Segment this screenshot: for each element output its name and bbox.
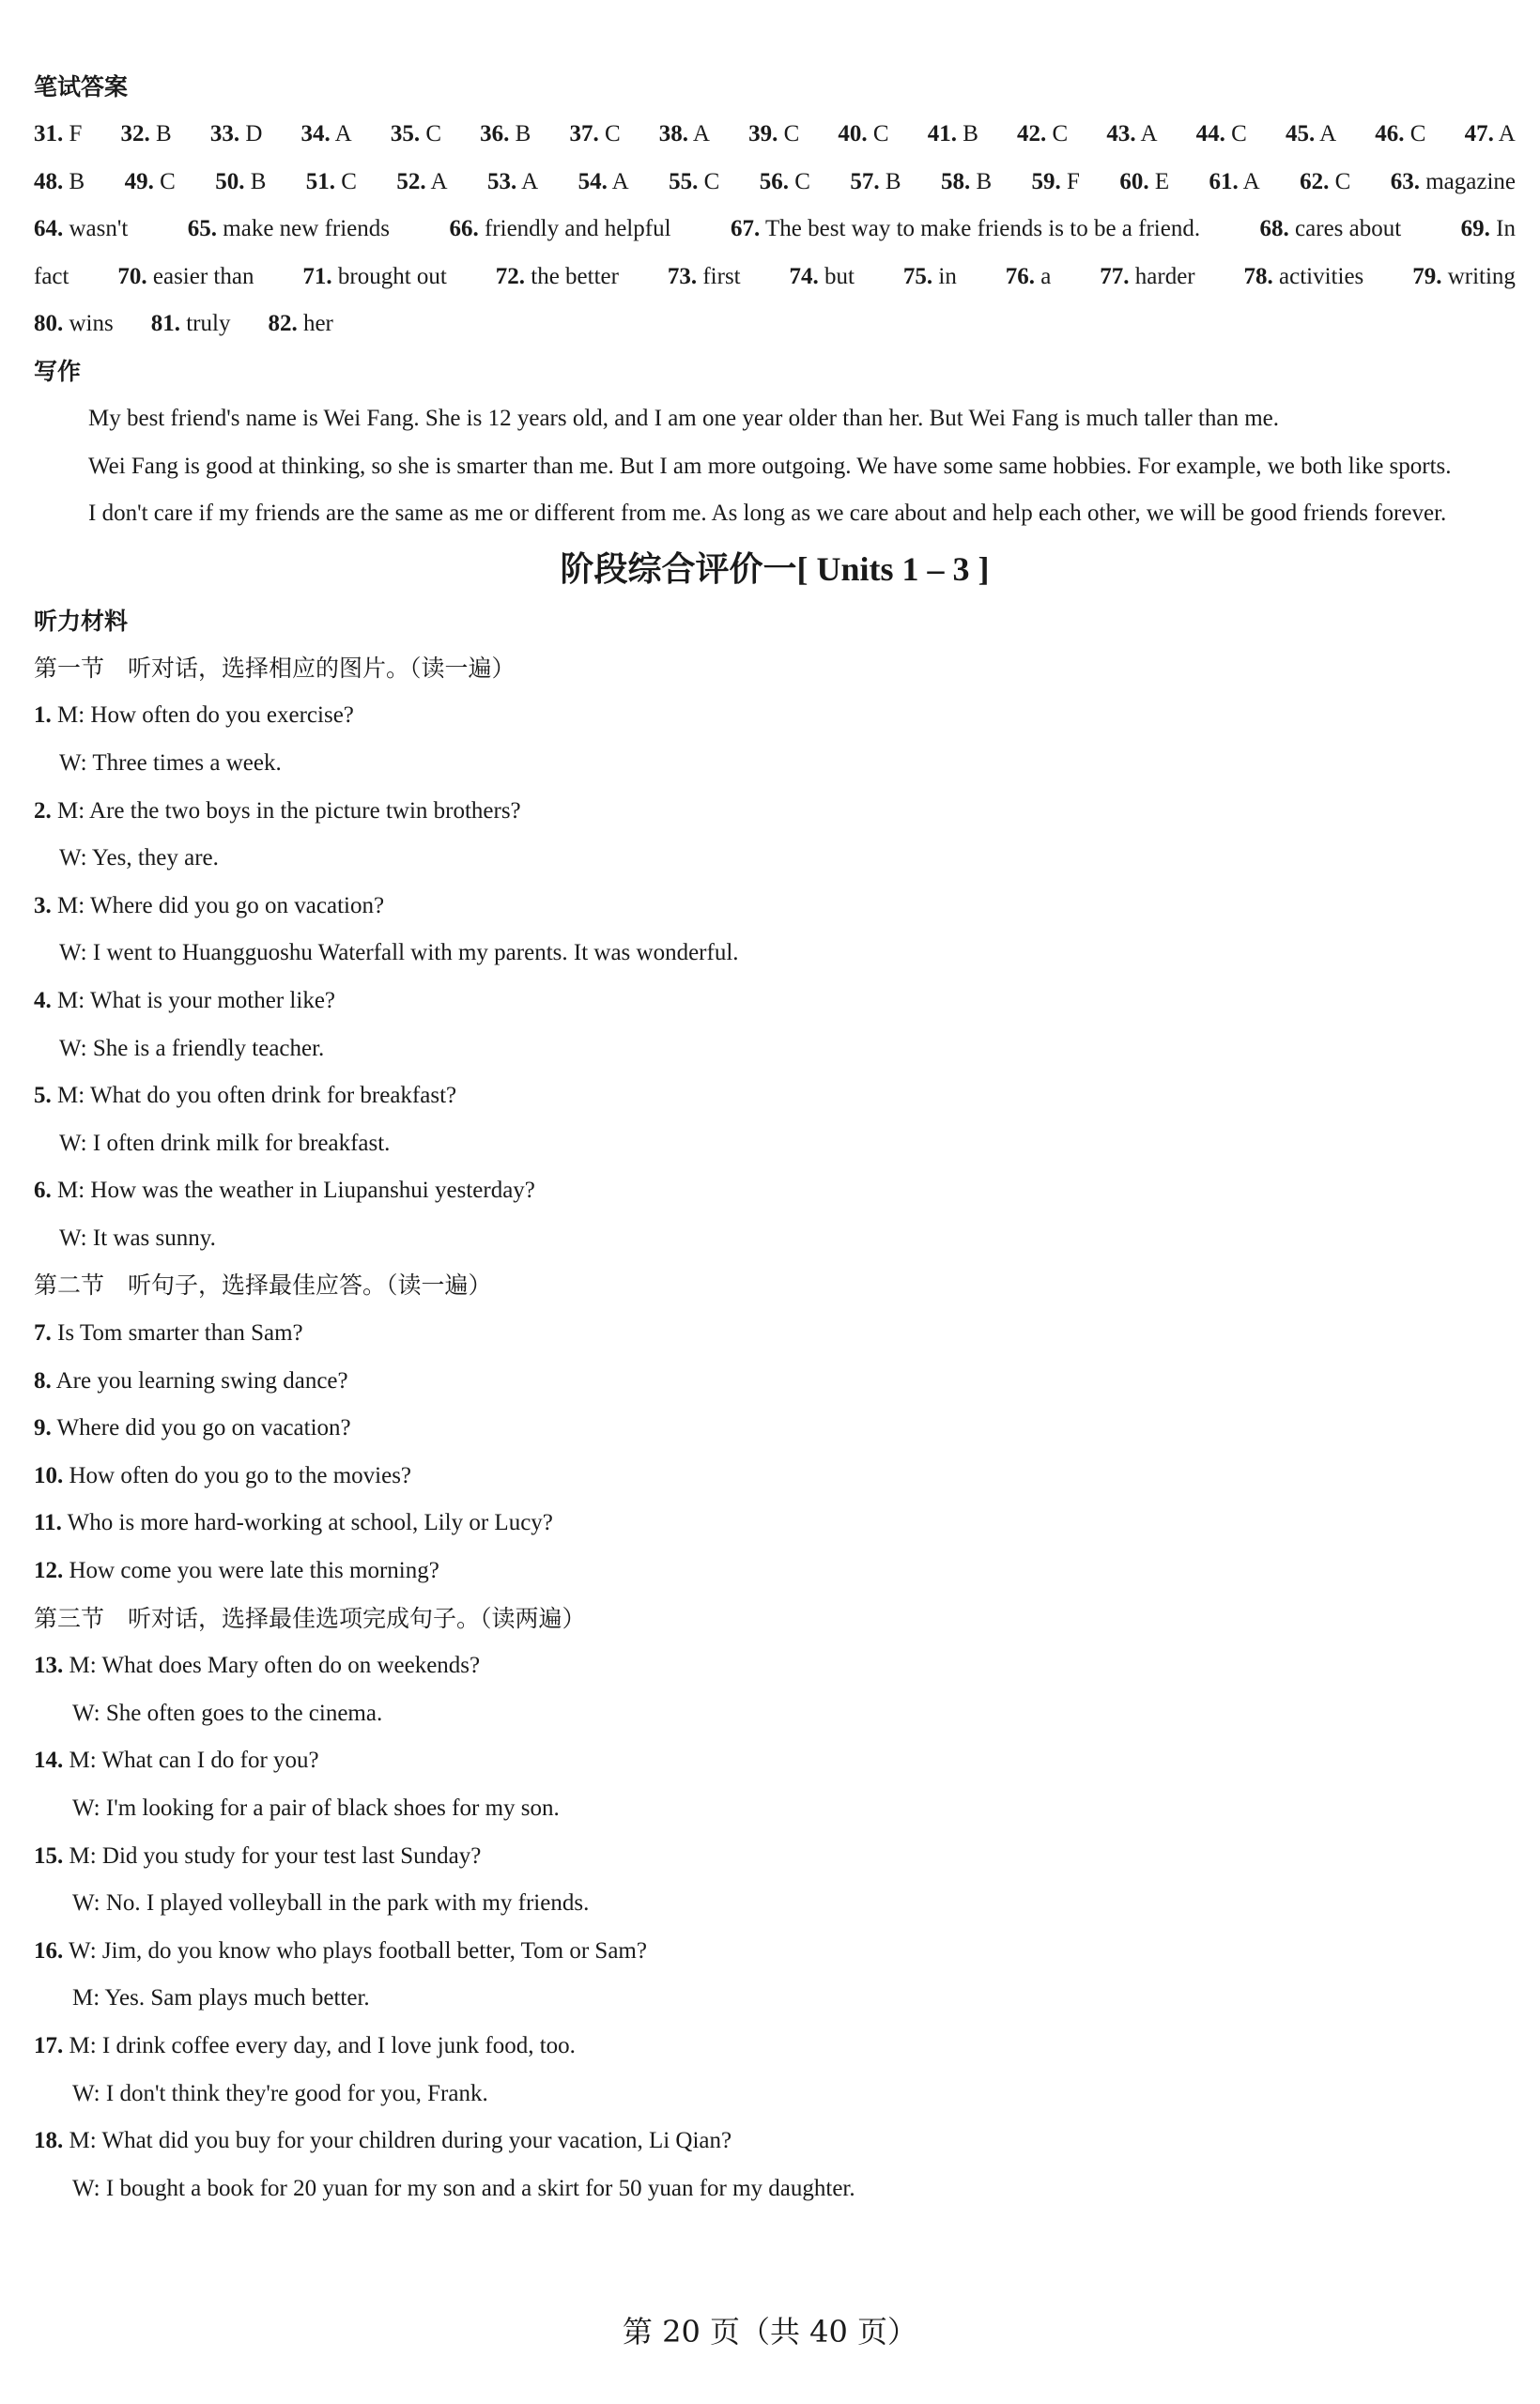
answer-item	[569, 111, 620, 159]
writing-paragraph: My best friend's name is Wei Fang. She is 12 years old, and I am one year older than her. But Wei Fang is much taller than me.	[88, 405, 1280, 431]
answer-number: 42.	[1017, 121, 1047, 146]
question-line	[34, 692, 1516, 740]
question-number: 4.	[34, 987, 52, 1013]
answer-item	[668, 254, 741, 301]
answer-number: 47.	[1464, 121, 1494, 146]
question-text: M: Are the two boys in the picture twin brothers?	[51, 797, 521, 824]
question-text: Are you learning swing dance?	[51, 1367, 348, 1394]
question-text: M: What did you buy for your children during your vacation, Li Qian?	[63, 2128, 732, 2154]
answer-value: brought out	[331, 263, 447, 289]
question-line	[34, 788, 1516, 836]
answer-value: fact	[34, 263, 69, 289]
answer-item	[1032, 159, 1080, 207]
answer-item	[1300, 159, 1350, 207]
response-line: W: It was sunny.	[59, 1225, 216, 1251]
question-text: Who is more hard-working at school, Lily or Lucy?	[61, 1510, 553, 1536]
question-text: Is Tom smarter than Sam?	[51, 1320, 303, 1347]
answer-value: wasn't	[63, 216, 129, 242]
answer-value: C	[420, 121, 442, 146]
answer-number: 45.	[1285, 121, 1316, 146]
answer-value: A	[1135, 121, 1158, 146]
question-number: 2.	[34, 797, 52, 824]
answer-value: but	[818, 263, 855, 289]
section-3-items	[34, 1642, 1516, 2212]
answer-value: C	[1404, 121, 1426, 146]
answer-item	[121, 111, 172, 159]
answer-value: A	[330, 121, 352, 146]
answer-value: In	[1489, 216, 1516, 242]
question-number: 8.	[34, 1367, 52, 1394]
answer-number: 79.	[1412, 263, 1442, 289]
question-number: 5.	[34, 1083, 52, 1109]
answer-item	[34, 300, 114, 348]
answer-value: D	[239, 121, 263, 146]
answer-value: The best way to make friends is to be a friend.	[760, 216, 1201, 242]
answer-number: 77.	[1100, 263, 1130, 289]
answer-item	[850, 159, 901, 207]
answer-value: the better	[525, 263, 619, 289]
question-line	[34, 883, 1516, 931]
answer-item	[1196, 111, 1247, 159]
answer-number: 58.	[940, 168, 971, 194]
answer-value: B	[244, 168, 267, 194]
question-text: Where did you go on vacation?	[51, 1415, 351, 1441]
answer-value: B	[63, 168, 85, 194]
question-number: 9.	[34, 1415, 52, 1441]
question-number: 15.	[34, 1842, 64, 1869]
answer-value: C	[789, 168, 810, 194]
answer-number: 54.	[578, 168, 608, 194]
answer-item	[760, 159, 810, 207]
answer-number: 40.	[838, 121, 868, 146]
answer-value: C	[778, 121, 800, 146]
answer-value: F	[1060, 168, 1080, 194]
question-line	[34, 1500, 1516, 1548]
question-line	[34, 1737, 1516, 1785]
question-line	[34, 1833, 1516, 1881]
response-line: W: I'm looking for a pair of black shoes for my son.	[72, 1795, 560, 1821]
section-3-heading: 第三节 听对话，选择最佳选项完成句子。（读两遍）	[34, 1604, 586, 1632]
question-number: 18.	[34, 2128, 64, 2154]
question-text: M: Did you study for your test last Sunday?	[63, 1842, 482, 1869]
answer-value: A	[688, 121, 710, 146]
answer-value: C	[1224, 121, 1247, 146]
answer-value: in	[932, 263, 957, 289]
question-text: M: What do you often drink for breakfast?	[51, 1083, 457, 1109]
answer-number: 36.	[480, 121, 510, 146]
writing-paragraph: Wei Fang is good at thinking, so she is smarter than me. But I am more outgoing. We have some same hobbies. For example, we both like sports.	[88, 453, 1452, 479]
answer-item	[151, 300, 231, 348]
answer-number: 55.	[669, 168, 699, 194]
answer-item	[941, 159, 992, 207]
answer-number: 56.	[759, 168, 789, 194]
answer-number: 68.	[1259, 216, 1289, 242]
page-footer: 第 20 页（共 40 页）	[622, 2314, 918, 2350]
answer-item	[449, 206, 670, 254]
answer-item	[34, 254, 69, 301]
answer-value: B	[879, 168, 901, 194]
answer-value: B	[956, 121, 978, 146]
answer-item	[1412, 254, 1516, 301]
answer-item	[903, 254, 957, 301]
answer-number: 78.	[1243, 263, 1273, 289]
answer-item	[34, 206, 128, 254]
answer-number: 43.	[1106, 121, 1136, 146]
answer-number: 41.	[927, 121, 957, 146]
response-line: W: Three times a week.	[59, 749, 282, 776]
answer-row	[34, 111, 1516, 159]
response-line: W: She is a friendly teacher.	[59, 1035, 325, 1061]
answer-number: 82.	[268, 311, 298, 337]
answer-number: 59.	[1031, 168, 1061, 194]
question-number: 1.	[34, 702, 52, 729]
answer-number: 32.	[120, 121, 150, 146]
answer-item	[1461, 206, 1516, 254]
answer-number: 81.	[150, 311, 180, 337]
answer-item	[1119, 159, 1169, 207]
answer-number: 70.	[117, 263, 147, 289]
question-text: M: What can I do for you?	[63, 1748, 319, 1774]
answer-value: C	[1046, 121, 1069, 146]
answer-number: 35.	[390, 121, 421, 146]
answer-value: magazine	[1419, 168, 1516, 194]
answer-item	[215, 159, 266, 207]
answer-item	[1106, 111, 1157, 159]
answer-item	[1375, 111, 1425, 159]
answer-value: A	[1238, 168, 1260, 194]
answer-item	[480, 111, 531, 159]
answer-item	[34, 159, 85, 207]
answer-value: A	[1315, 121, 1337, 146]
response-line: W: She often goes to the cinema.	[72, 1700, 383, 1726]
answer-number: 64.	[34, 216, 64, 242]
answer-number: 50.	[215, 168, 245, 194]
answer-item	[302, 254, 446, 301]
answer-item	[838, 111, 888, 159]
answer-number: 66.	[449, 216, 479, 242]
answer-item	[1260, 206, 1402, 254]
answer-item	[391, 111, 441, 159]
section-1-items	[34, 692, 1516, 1262]
answer-row	[34, 300, 1516, 348]
answer-item	[1006, 254, 1052, 301]
question-line	[34, 1642, 1516, 1690]
question-text: How often do you go to the movies?	[63, 1462, 412, 1488]
answer-value: cares about	[1288, 216, 1402, 242]
question-line	[34, 978, 1516, 1025]
answer-value: B	[149, 121, 172, 146]
answer-number: 67.	[730, 216, 761, 242]
question-text: M: What is your mother like?	[51, 987, 336, 1013]
answer-item	[1391, 159, 1516, 207]
answer-value: F	[63, 121, 83, 146]
answer-value: B	[509, 121, 531, 146]
section-2-heading: 第二节 听句子，选择最佳应答。（读一遍）	[34, 1271, 492, 1300]
answer-number: 38.	[658, 121, 689, 146]
question-number: 10.	[34, 1462, 64, 1488]
response-line: W: I often drink milk for breakfast.	[59, 1130, 391, 1156]
answer-value: first	[697, 263, 741, 289]
answer-number: 73.	[667, 263, 698, 289]
answer-number: 33.	[209, 121, 240, 146]
answer-item	[268, 300, 332, 348]
answer-value: C	[1329, 168, 1351, 194]
answer-item	[1100, 254, 1194, 301]
question-number: 7.	[34, 1320, 52, 1347]
response-line: W: I don't think they're good for you, Frank.	[72, 2080, 488, 2106]
question-line	[34, 1072, 1516, 1120]
answer-number: 31.	[34, 121, 64, 146]
answer-item	[1286, 111, 1336, 159]
answer-value: easier than	[146, 263, 254, 289]
answer-item	[34, 111, 82, 159]
question-text: M: How was the weather in Liupanshui yesterday?	[51, 1178, 535, 1204]
writing-essay	[34, 395, 1516, 538]
answer-number: 51.	[305, 168, 336, 194]
answer-row	[34, 254, 1516, 301]
answer-number: 49.	[124, 168, 154, 194]
question-text: W: Jim, do you know who plays football better, Tom or Sam?	[63, 1937, 647, 1964]
answer-row	[34, 206, 1516, 254]
answer-value: A	[1493, 121, 1516, 146]
answer-page	[34, 64, 1516, 2212]
question-text: M: What does Mary often do on weekends?	[63, 1653, 481, 1679]
question-line	[34, 1453, 1516, 1501]
answer-value: her	[297, 311, 333, 337]
answer-value: C	[698, 168, 720, 194]
question-line	[34, 1310, 1516, 1358]
answer-value: writing	[1441, 263, 1516, 289]
answer-item	[396, 159, 447, 207]
question-line	[34, 1548, 1516, 1595]
answer-item	[117, 254, 254, 301]
response-line: W: Yes, they are.	[59, 845, 219, 871]
answer-number: 53.	[486, 168, 517, 194]
response-line: M: Yes. Sam plays much better.	[72, 1985, 370, 2011]
answer-item	[301, 111, 352, 159]
answer-item	[748, 111, 799, 159]
writing-heading: 写作	[34, 357, 82, 385]
question-number: 3.	[34, 892, 52, 918]
answer-number: 71.	[302, 263, 332, 289]
answer-item	[188, 206, 390, 254]
question-number: 17.	[34, 2032, 64, 2058]
answer-item	[578, 159, 629, 207]
answer-item	[659, 111, 710, 159]
answer-number: 44.	[1195, 121, 1225, 146]
answer-value: wins	[63, 311, 114, 337]
answer-item	[487, 159, 538, 207]
answer-number: 52.	[396, 168, 426, 194]
answer-value: B	[970, 168, 993, 194]
answer-value: A	[425, 168, 448, 194]
question-number: 13.	[34, 1653, 64, 1679]
answer-value: a	[1035, 263, 1052, 289]
answer-item	[125, 159, 176, 207]
answer-value: truly	[179, 311, 231, 337]
answer-item	[496, 254, 619, 301]
writing-paragraph: I don't care if my friends are the same as me or different from me. As long as we care about and help each other, we will be good friends forever.	[88, 501, 1447, 527]
answer-item	[1209, 159, 1260, 207]
answer-number: 69.	[1460, 216, 1490, 242]
answer-number: 57.	[850, 168, 880, 194]
answer-item	[928, 111, 978, 159]
answer-number: 60.	[1119, 168, 1149, 194]
stage-title-cn: 阶段综合评价一	[560, 549, 797, 589]
answers-heading: 笔试答案	[34, 73, 129, 100]
answer-number: 74.	[789, 263, 819, 289]
question-text: How come you were late this morning?	[63, 1558, 439, 1584]
answer-number: 34.	[300, 121, 331, 146]
answer-number: 76.	[1005, 263, 1036, 289]
question-number: 14.	[34, 1748, 64, 1774]
answer-value: C	[867, 121, 889, 146]
stage-title	[34, 540, 1516, 598]
answer-number: 72.	[495, 263, 525, 289]
answer-number: 63.	[1390, 168, 1420, 194]
answer-item	[669, 159, 719, 207]
answer-row	[34, 159, 1516, 207]
answer-value: harder	[1129, 263, 1195, 289]
answer-value: friendly and helpful	[478, 216, 671, 242]
question-line	[34, 1405, 1516, 1453]
question-text: M: How often do you exercise?	[51, 702, 354, 729]
listening-heading: 听力材料	[34, 607, 129, 635]
question-number: 12.	[34, 1558, 64, 1584]
answer-number: 46.	[1375, 121, 1405, 146]
answer-item	[790, 254, 855, 301]
answer-item	[731, 206, 1200, 254]
answer-number: 39.	[748, 121, 778, 146]
response-line: W: I went to Huangguoshu Waterfall with my parents. It was wonderful.	[59, 940, 739, 966]
answer-number: 65.	[187, 216, 218, 242]
stage-title-units: [ Units 1 – 3 ]	[796, 549, 990, 588]
question-text: M: I drink coffee every day, and I love junk food, too.	[63, 2032, 576, 2058]
question-line	[34, 2023, 1516, 2071]
answer-number: 75.	[902, 263, 933, 289]
question-line	[34, 2118, 1516, 2165]
answer-item	[1244, 254, 1364, 301]
answer-item	[306, 159, 357, 207]
answer-number: 80.	[34, 311, 64, 337]
answer-item	[1017, 111, 1068, 159]
answer-number: 48.	[34, 168, 64, 194]
answer-value: C	[598, 121, 621, 146]
response-line: W: I bought a book for 20 yuan for my son and a skirt for 50 yuan for my daughter.	[72, 2175, 855, 2201]
question-line	[34, 1928, 1516, 1976]
question-line	[34, 1358, 1516, 1406]
answer-number: 62.	[1300, 168, 1330, 194]
answer-item	[210, 111, 263, 159]
answer-value: A	[607, 168, 629, 194]
answer-value: make new friends	[217, 216, 391, 242]
answer-value: C	[335, 168, 357, 194]
section-1-heading: 第一节 听对话，选择相应的图片。（读一遍）	[34, 654, 516, 682]
answer-value: activities	[1272, 263, 1364, 289]
answer-value: E	[1148, 168, 1170, 194]
question-text: M: Where did you go on vacation?	[51, 892, 385, 918]
question-line	[34, 1167, 1516, 1215]
section-2-items	[34, 1310, 1516, 1595]
question-number: 16.	[34, 1937, 64, 1964]
answer-item	[1465, 111, 1516, 159]
answer-list	[34, 111, 1516, 348]
answer-number: 37.	[569, 121, 599, 146]
response-line: W: No. I played volleyball in the park with my friends.	[72, 1890, 590, 1917]
answer-value: A	[516, 168, 539, 194]
answer-value: C	[153, 168, 176, 194]
answer-number: 61.	[1209, 168, 1239, 194]
question-number: 11.	[34, 1510, 62, 1536]
question-number: 6.	[34, 1178, 52, 1204]
